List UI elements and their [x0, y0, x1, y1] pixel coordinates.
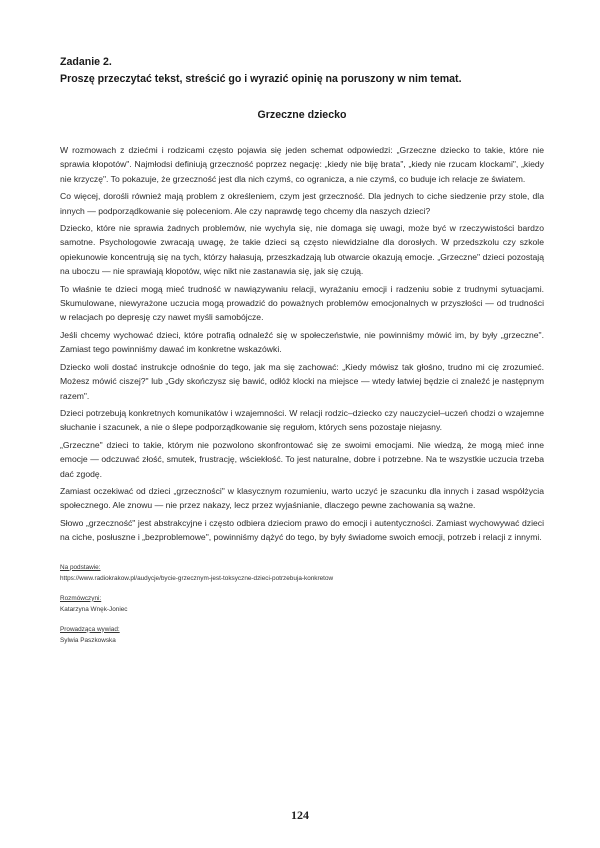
source-url: https://www.radiokrakow.pl/audycje/bycie-grzecznym-jest-toksyczne-dzieci-potrzebuja-konkretow [60, 574, 334, 582]
page-number: 124 [291, 808, 309, 822]
document-page [60, 55, 544, 656]
paragraph: „Grzeczne" dzieci to takie, którym nie pozwolono skonfrontować się ze swoimi emocjami. Nie wiedzą, że mogą mieć inne emocje — odczuwać złość, smutek, frustrację, wściekłość. To jest naturalne, dobre i potrzebne. Na te wszystkie uczucia trzeba dać zgodę. [60, 439, 544, 479]
article-title: Grzeczne dziecko [257, 109, 347, 121]
paragraph: W rozmowach z dziećmi i rodzicami często pojawia się jeden schemat odpowiedzi: „Grzeczne dziecko to takie, które nie sprawia kłopotów". Najmłodsi definiują grzeczność poprzez negację: „kiedy nie biję brata", „kiedy nie rzucam klockami", „kiedy nie krzyczę". To pokazuje, że grzeczność jest dla nich czymś, co ogranicza, a nie czymś, co buduje ich relacje ze światem. [60, 145, 544, 184]
sources-section [60, 563, 544, 645]
paragraph: Dziecko, które nie sprawia żadnych problemów, nie wychyla się, nie domaga się uwagi, może być w rzeczywistości bardzo samotne. Psychologowie zwracają uwagę, że takie dzieci są często niewidzialne dla dorosłych. W przedszkolu czy szkole opiekunowie koncentrują się na tych, którzy hałasują, przeszkadzają lub otwarcie okazują emocje. „Grzeczne" dzieci pozostają na uboczu — nie sprawiają kłopotów, więc nikt nie zastanawia się, jak się czują. [60, 223, 544, 277]
task-instruction: Proszę przeczytać tekst, streścić go i wyrazić opinię na poruszony w nim temat. [60, 73, 462, 85]
task-number: Zadanie 2. [60, 56, 112, 68]
paragraph: Jeśli chcemy wychować dzieci, które potrafią odnaleźć się w społeczeństwie, nie powinniśmy mówić im, by były „grzeczne". Zamiast tego powinniśmy dawać im konkretne wskazówki. [60, 329, 544, 355]
host-name: Sylwia Paszkowska [60, 636, 116, 644]
paragraph: Słowo „grzeczność" jest abstrakcyjne i często odbiera dzieciom prawo do emocji i autentyczności. Zamiast wychowywać dzieci na ciche, posłuszne i „bezproblemowe", powinniśmy dążyć do tego, by były świadome swoich emocji, potrzeb i relacji z innymi. [60, 517, 544, 543]
interviewee-name: Katarzyna Wnęk-Joniec [60, 605, 128, 613]
interviewee-label: Rozmówczyni: [60, 594, 102, 602]
source-label: Na podstawie: [60, 563, 101, 571]
host-label: Prowadząca wywiad: [60, 625, 120, 633]
paragraph: Zamiast oczekiwać od dzieci „grzeczności" w klasycznym rozumieniu, warto uczyć je szacunku dla innych i zasad współżycia społecznego. Ale znowu — nie przez nakazy, lecz przez wyjaśnianie, dlaczego pewne zachowania są ważne. [60, 485, 544, 511]
paragraph: To właśnie te dzieci mogą mieć trudność w nawiązywaniu relacji, wyrażaniu emocji i radzeniu sobie z trudnymi sytuacjami. Skumulowane, niewyrażone uczucia mogą prowadzić do poważnych problemów emocjonalnych w przyszłości — od trudności w relacjach po depresję czy nawet myśli samobójcze. [60, 283, 544, 323]
paragraph: Co więcej, dorośli również mają problem z określeniem, czym jest grzeczność. Dla jednych to ciche siedzenie przy stole, dla innych — podporządkowanie się poleceniom. Ale czy naprawdę tego chcemy dla naszych dzieci? [60, 191, 544, 216]
article-body [60, 143, 544, 545]
paragraph: Dzieci potrzebują konkretnych komunikatów i wzajemności. W relacji rodzic–dziecko czy nauczyciel–uczeń chodzi o wzajemne słuchanie i szacunek, a nie o ślepe podporządkowanie się regułom, których sens pozostaje niejasny. [60, 407, 544, 433]
paragraph: Dziecko woli dostać instrukcje odnośnie do tego, jak ma się zachować: „Kiedy mówisz tak głośno, trudno mi cię zrozumieć. Możesz mówić ciszej?" lub „Gdy skończysz się bawić, odłóż klocki na miejsce — wtedy łatwiej będzie ci znaleźć je następnym razem". [60, 361, 544, 401]
